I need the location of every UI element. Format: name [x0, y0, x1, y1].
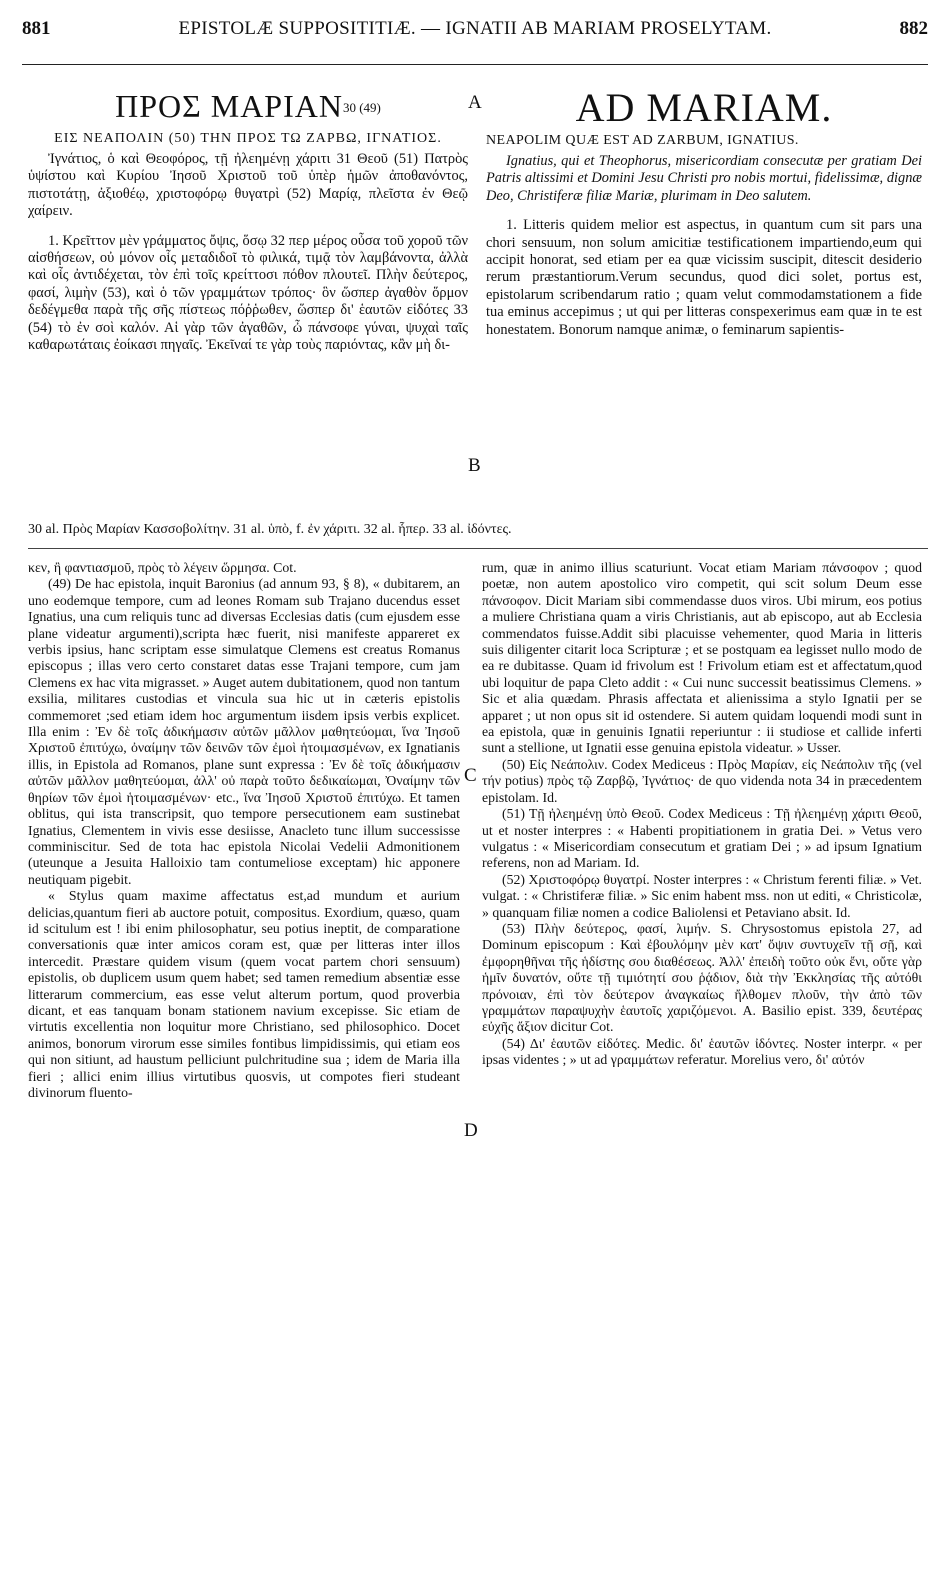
header-rule: [22, 64, 928, 65]
footnote-rule: [28, 548, 928, 549]
commentary-paragraph: (53) Πλὴν δεύτερος, φασί, λιμήν. S. Chrysostomus epistola 27, ad Dominum episcopum : Καὶ ἐβουλόμην μὲν κατ' ὄψιν συντυχεῖν τῇ σῇ, καὶ ἐμφορηθῆναι τῆς ἡδίστης σου διαθέσεως. Ἀλλ' ἐπειδὴ τοῦτο οὐκ ἔνι, οὔτε γὰρ ἡμῖν δυνατόν, οὔτε τῇ τιμιότητί σου ῥᾴδιον, διὰ τὴν Ἐκκλησίας τῆς αὐτόθι πρόνοιαν, ἐπὶ τὸν δεύτερον ἀναγκαίως ἤλθομεν πλοῦν, τὴν ἀπὸ τῶν γραμμάτων παραψυχὴν ἑαυτοῖς χαριζόμενοι. A. Basilio epist. 339, δευτέρας εὐχῆς ἄξιον dicitur Cot.: [482, 920, 922, 1035]
commentary-paragraph: rum, quæ in animo illius scaturiunt. Vocat etiam Mariam πάνσοφον ; quod poetæ, non autem apostolico viro competit, qui scit solum Deum esse πάνσοφον. Dicit Mariam sibi commendasse duos viros. Ubi mirum, eos potius a muliere Christiana quam a viris Christianis, aut ab episcopo, aut ab Ecclesia commendatos fuisse.Addit sibi placuisse vehementer, quod Maria in litteris suis diligenter citarit loca Scripturæ ; et se postquam ea legisset nullo modo de ea re dubitasse. Quam id frivolum est ! Frivolum etiam est et affectatum,quod ubi loquitur de papa Cleto addit : « Cui nunc successit beatissimus Clemens. » Sic et alia quædam. Phrasis affectata et alienissima a stylo Ignatii per se apparet ; ut non opus sit id ostendere. Si autem quidam loquendi modi sunt in ea epistola, quæ in genuinis Ignatii reperiuntur : ii studiose et callide inferti sunt a stellione, ut Ignatii esse genuina epistola videatur. » Usser.: [482, 560, 922, 756]
running-title: EPISTOLÆ SUPPOSITITIÆ. — IGNATII AB MARIAM PROSELYTAM.: [178, 18, 772, 39]
margin-letter-b: B: [468, 455, 481, 476]
greek-text-column: [28, 88, 468, 354]
page-number-left: 881: [22, 18, 51, 39]
commentary-paragraph: (49) De hac epistola, inquit Baronius (ad annum 93, § 8), « dubitarem, an uno eodemque tempore, cum ad leones Romam sub Trajano ducendus esset Ignatius, una cum reliquis tunc ad diversas Ecclesias datis (cum ejusdem esse plane videatur argumenti),scripta hæc fuerit, nisi manifeste appareret ex verbis ipsius, hanc scriptam esse simulatque Clemens est creatus Romanus episcopus ; illas vero certo constaret datas esse Trajani tempore, cum jam Clemens ex hac vita migrasset. » Auget autem dubitationem, quod non tantum exsilia, militares custodias et vincula sua hic ut in cæteris epistolis commemoret ;sed etiam idem hoc argumentum iisdem ipsis verbis explicet. Illa enim : Ἐν δὲ τοῖς ἀδικήμασιν αὐτῶν μᾶλλον μαθητεύομαι, ἵνα Ἰησοῦ Χριστοῦ ἐπιτύχω, ὀναίμην τῶν δεινῶν τῶν ἐμοὶ ἡτοιμασμένων, ex Ignatianis illis, in Epistola ad Romanos, plane sunt expressa : Ἐν δὲ τοῖς ἀδικήμασιν αὐτῶν μᾶλλον μαθητεύομαι, ἀλλ' οὐ παρὰ τοῦτο δεδικαίωμαι, Ὀναίμην τῶν θηρίων τῶν ἐμοὶ ἡτοιμασμένων· etc., ἵνα Ἰησοῦ Χριστοῦ ἐπιτύχω. Et tamen oblitus, qui ista transcripsit, quo tempore persecutionem eam sustinebat Ignatius, Clementem in vivis esse desiisse, Anacleto tunc illum successisse comminiscitur. Sed de tota hac epistola Nicolai Vedelii Admonitionem (uteunque a Jesuita Halloixio tam contumeliose exceptam) hic apponere neutiquam pigebit.: [28, 576, 460, 887]
commentary-paragraph: (52) Χριστοφόρῳ θυγατρί. Noster interpres : « Christum ferenti filiæ. » Vet. vulgat. : « Christiferæ filiæ. » Sic enim habent mss. non ut editi, « Christicolæ, » quanquam filiæ nomen a codice Baliolensi et Petaviano absit. Id.: [482, 871, 922, 920]
commentary-paragraph: (50) Εἰς Νεάπολιν. Codex Mediceus : Πρὸς Μαρίαν, εἰς Νεάπολιν τῆς (vel τήν potius) πρὸς τῷ Ζαρβῷ, Ἰγνάτιος· de quo videnda nota 34 in præcedentem epistolam. Id.: [482, 756, 922, 805]
greek-subtitle: ΕΙΣ ΝΕΑΠΟΛΙΝ (50) ΤΗΝ ΠΡΟΣ ΤΩ ΖΑΡΒΩ, ΙΓΝΑΤΙΟΣ.: [54, 131, 442, 146]
margin-letter-d: D: [464, 1120, 478, 1141]
latin-subtitle: NEAPOLIM QUÆ EST AD ZARBUM, IGNATIUS.: [486, 133, 799, 148]
latin-salutation: Ignatius, qui et Theophorus, misericordiam consecutæ per gratiam Dei Patris altissimi et Domini Jesu Christi pro nobis mortui, fidelissimæ, dignæ Deo, Christiferæ filiæ Mariæ, plurimam in Deo salutem.: [486, 153, 922, 204]
variant-footnotes: 30 al. Πρὸς Μαρίαν Κασσοβολίτην. 31 al. ὑπὸ, f. ἐν χάριτι. 32 al. ἧπερ. 33 al. ἰδόντες.: [28, 522, 512, 537]
page-header: [22, 18, 928, 48]
greek-salutation: Ἰγνάτιος, ὁ καὶ Θεοφόρος, τῇ ἠλεημένῃ χάριτι 31 Θεοῦ (51) Πατρὸς ὑψίστου καὶ Κυρίου Ἰησοῦ Χριστοῦ τοῦ ὑπὲρ ἡμῶν ἀποθανόντος, πιστοτάτῃ, ἀξιοθέῳ, χριστοφόρῳ θυγατρὶ (52) Μαρίᾳ, πλεῖστα ἐν Θεῷ χαίρειν.: [28, 151, 468, 220]
commentary-paragraph: « Stylus quam maxime affectatus est,ad mundum et aurium delicias,quantum fieri ab auctore potuit, compositus. Exordium, quæso, quam id scitulum est ! ibi enim philosophatur, seu potius ineptit, de comparatione conversationis quæ inter amicos coram est, quæ per litteras inter illos intercedit. Præstare quidem visum (quem vocat partem chori sensuum) epistolis, ob duplicem usum quem habet; sed tamen remedium absentiæ esse litterarum commercium, eas esse velut alterum portum, quod proverbia dicant, et eas tanquam bonam stationem navium excepisse. Sic etiam de virtutis excellentia non loquitur more Christiano, sed philosophico. Docet animos, bonorum virorum esse similes fontibus limpidissimis, qui etiam eos qui non sitiunt, ad haustum pelliciunt pulchritudine sua ; idem de Maria illa fieri ; allici enim illius virtutibus quosvis, ut compotes fieri studeant divinorum fluento-: [28, 888, 460, 1100]
commentary-paragraph: κεν, ἢ φαντιασμοῦ, πρὸς τὸ λέγειν ὥρμησα. Cot.: [28, 560, 297, 575]
commentary-right-column: [482, 560, 922, 1069]
latin-title: AD MARIAM.: [575, 88, 833, 130]
page-number-right: 882: [899, 18, 928, 39]
margin-letter-c: C: [464, 765, 477, 786]
greek-paragraph: 1. Κρεῖττον μὲν γράμματος ὄψις, ὅσῳ 32 περ μέρος οὖσα τοῦ χοροῦ τῶν αἰσθήσεων, οὐ μόνον οἷς μεταδιδοῖ τὸ φιλικά, τιμᾷ τὸν λαμβάνοντα, ἀλλὰ καὶ οἷς ἀντιδέχεται, τὸν ἐπὶ τοῖς κρείττοσι πόθον πλουτεῖ. Πλὴν δεύτερος, φασί, λιμὴν (53), καὶ ὁ τῶν γραμμάτων τρόπος· ὃν ὥσπερ ἀγαθὸν ὅρμον δεδέγμεθα παρὰ τῆς σῆς πίστεως πόῤῥωθεν, ὥσπερ δι' ἑαυτῶν εἰδότες 33 (54) τὸ ἐν σοὶ καλόν. Αἱ γὰρ τῶν ἀγαθῶν, ὦ πάνσοφε γύναι, ψυχαὶ ταῖς καθαρωτάταις ἐοίκασι πηγαῖς. Ἐκεῖναί τε γὰρ τοὺς παριόντας, κἂν μὴ δι-: [28, 232, 468, 354]
greek-title: ΠΡΟΣ $MAPIAN^{30 (49)}$: [115, 88, 381, 124]
commentary-paragraph: (51) Τῇ ἠλεημένῃ ὑπὸ Θεοῦ. Codex Mediceus : Τῇ ἠλεημένῃ χάριτι Θεοῦ, ut et noster interpres : « Habenti propitiationem in gratia Dei. » Vetus vero vulgatus : « Misericordiam consecutum et gratiam Dei ; » ad ipsum Ignatium referens, non ad Mariam. Id.: [482, 806, 922, 871]
commentary-left-column: [28, 560, 460, 1101]
latin-text-column: [486, 88, 922, 339]
greek-title-note: 30 (49): [342, 100, 381, 115]
latin-paragraph: 1. Litteris quidem melior est aspectus, in quantum cum sit pars una chori sensuum, non solum amicitiæ testificationem impartiendo,eum qui accipit honorat, sed etiam per ea quæ vicissim suscipit, ditescit desiderio rerum præstantiorum.Verum secundus, quod dici solet, portus est, epistolarum scribendarum ratio ; quam velut commodamstationem a fide tua eminus accepimus ; ut qui per litteras conspexerimus eam quæ in te est honestatem. Bonorum namque animæ, o feminarum sapientis-: [486, 217, 922, 338]
commentary-paragraph: (54) Δι' ἑαυτῶν εἰδότες. Medic. δι' ἑαυτῶν ἰδόντες. Noster interpr. « per ipsas videntes ; » ut ad γραμμάτων referatur. Morelius vero, δι' αὐτόν: [482, 1035, 922, 1068]
margin-letter-a: A: [468, 92, 482, 113]
